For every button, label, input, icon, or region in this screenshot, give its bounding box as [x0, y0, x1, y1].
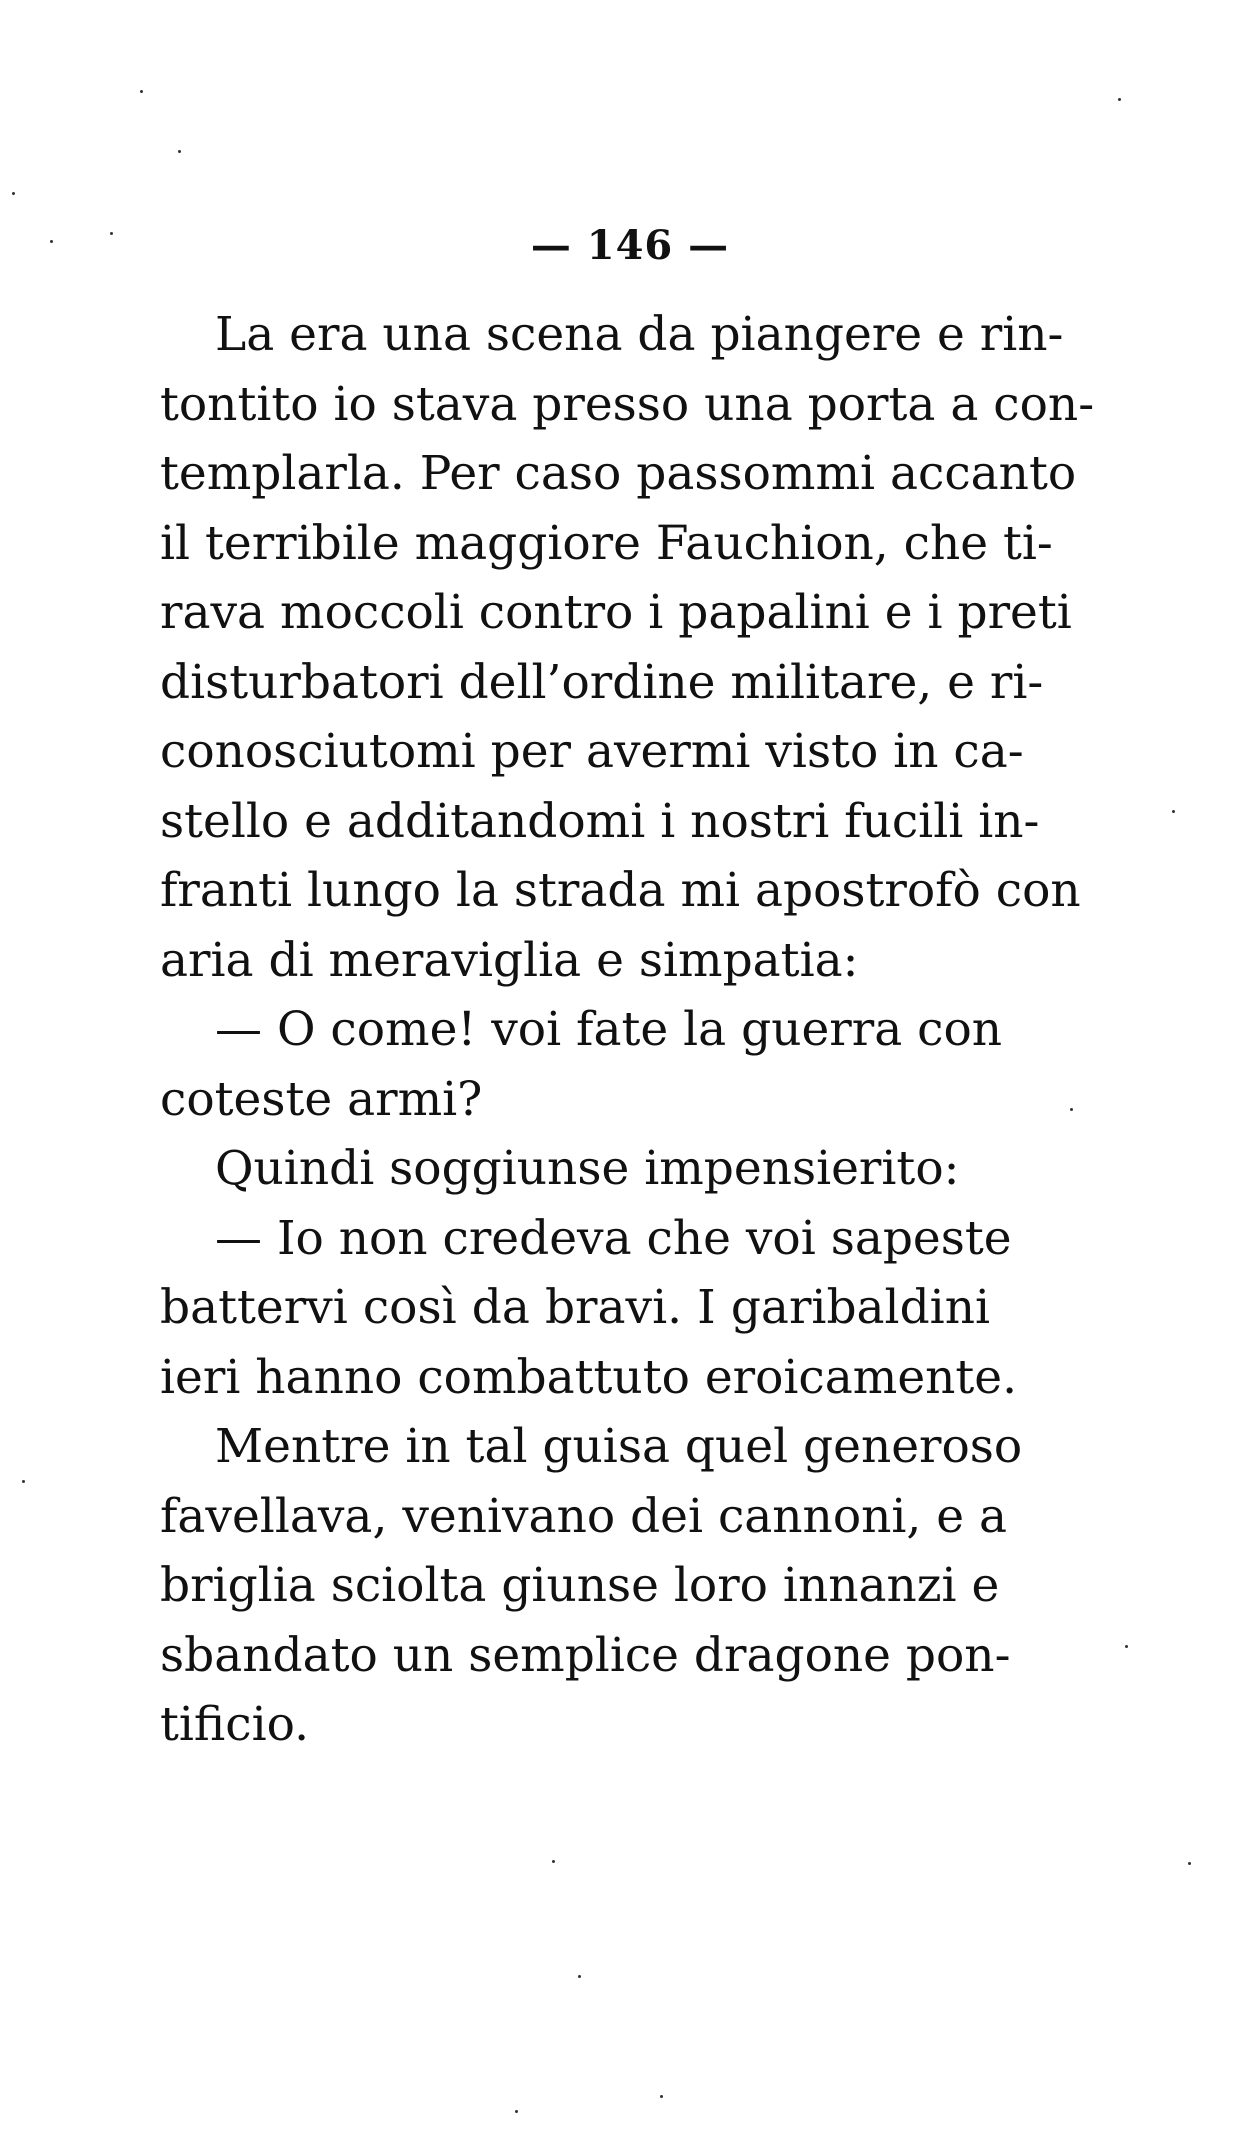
scan-speck: [660, 2095, 663, 2098]
text-line: briglia sciolta giunse loro innanzi e: [160, 1558, 1000, 1613]
text-line: — O come! voi fate la guerra con: [215, 1002, 1003, 1057]
body-text: [160, 300, 1095, 1760]
text-line: La era una scena da piangere e rin-: [215, 307, 1064, 362]
scan-speck: [515, 2110, 518, 2113]
scan-speck: [1070, 1108, 1073, 1111]
text-line: — Io non credeva che voi sapeste: [215, 1210, 1012, 1266]
page-number: — 146 —: [530, 222, 730, 269]
text-line: disturbatori dell’ordine militare, e ri-: [160, 654, 1044, 710]
scan-speck: [110, 232, 113, 235]
text-line: templarla. Per caso passommi accanto: [160, 446, 1077, 501]
text-line: Quindi soggiunse impensierito:: [215, 1141, 960, 1196]
text-line: tontito io stava presso una porta a con-: [160, 376, 1095, 432]
scan-speck: [1118, 98, 1121, 101]
scan-speck: [1172, 810, 1175, 813]
text-line: sbandato un semplice dragone pon-: [160, 1627, 1011, 1683]
text-line: ieri hanno combattuto eroicamente.: [160, 1349, 1018, 1405]
text-line: Mentre in tal guisa quel generoso: [215, 1419, 1023, 1474]
text-line: favellava, venivano dei cannoni, e a: [160, 1488, 1008, 1544]
text-line: il terribile maggiore Fauchion, che ti-: [160, 515, 1053, 571]
text-line: conosciutomi per avermi visto in ca-: [160, 724, 1024, 779]
scan-speck: [1125, 1645, 1128, 1648]
scan-speck: [578, 1975, 581, 1978]
scan-speck: [12, 192, 15, 195]
text-line: coteste armi?: [160, 1071, 483, 1127]
scan-speck: [22, 1480, 25, 1483]
scan-speck: [140, 90, 143, 93]
scan-speck: [552, 1860, 555, 1863]
text-line: stello e additandomi i nostri fucili in-: [160, 793, 1040, 849]
text-line: rava moccoli contro i papalini e i preti: [160, 585, 1072, 640]
scan-speck: [178, 150, 181, 153]
text-line: franti lungo la strada mi apostrofò con: [160, 863, 1081, 918]
scan-speck: [50, 240, 53, 243]
text-line: aria di meraviglia e simpatia:: [160, 932, 859, 988]
scan-speck: [1188, 1862, 1191, 1865]
text-line: battervi così da bravi. I garibaldini: [160, 1280, 990, 1335]
text-line: tificio.: [160, 1697, 310, 1752]
